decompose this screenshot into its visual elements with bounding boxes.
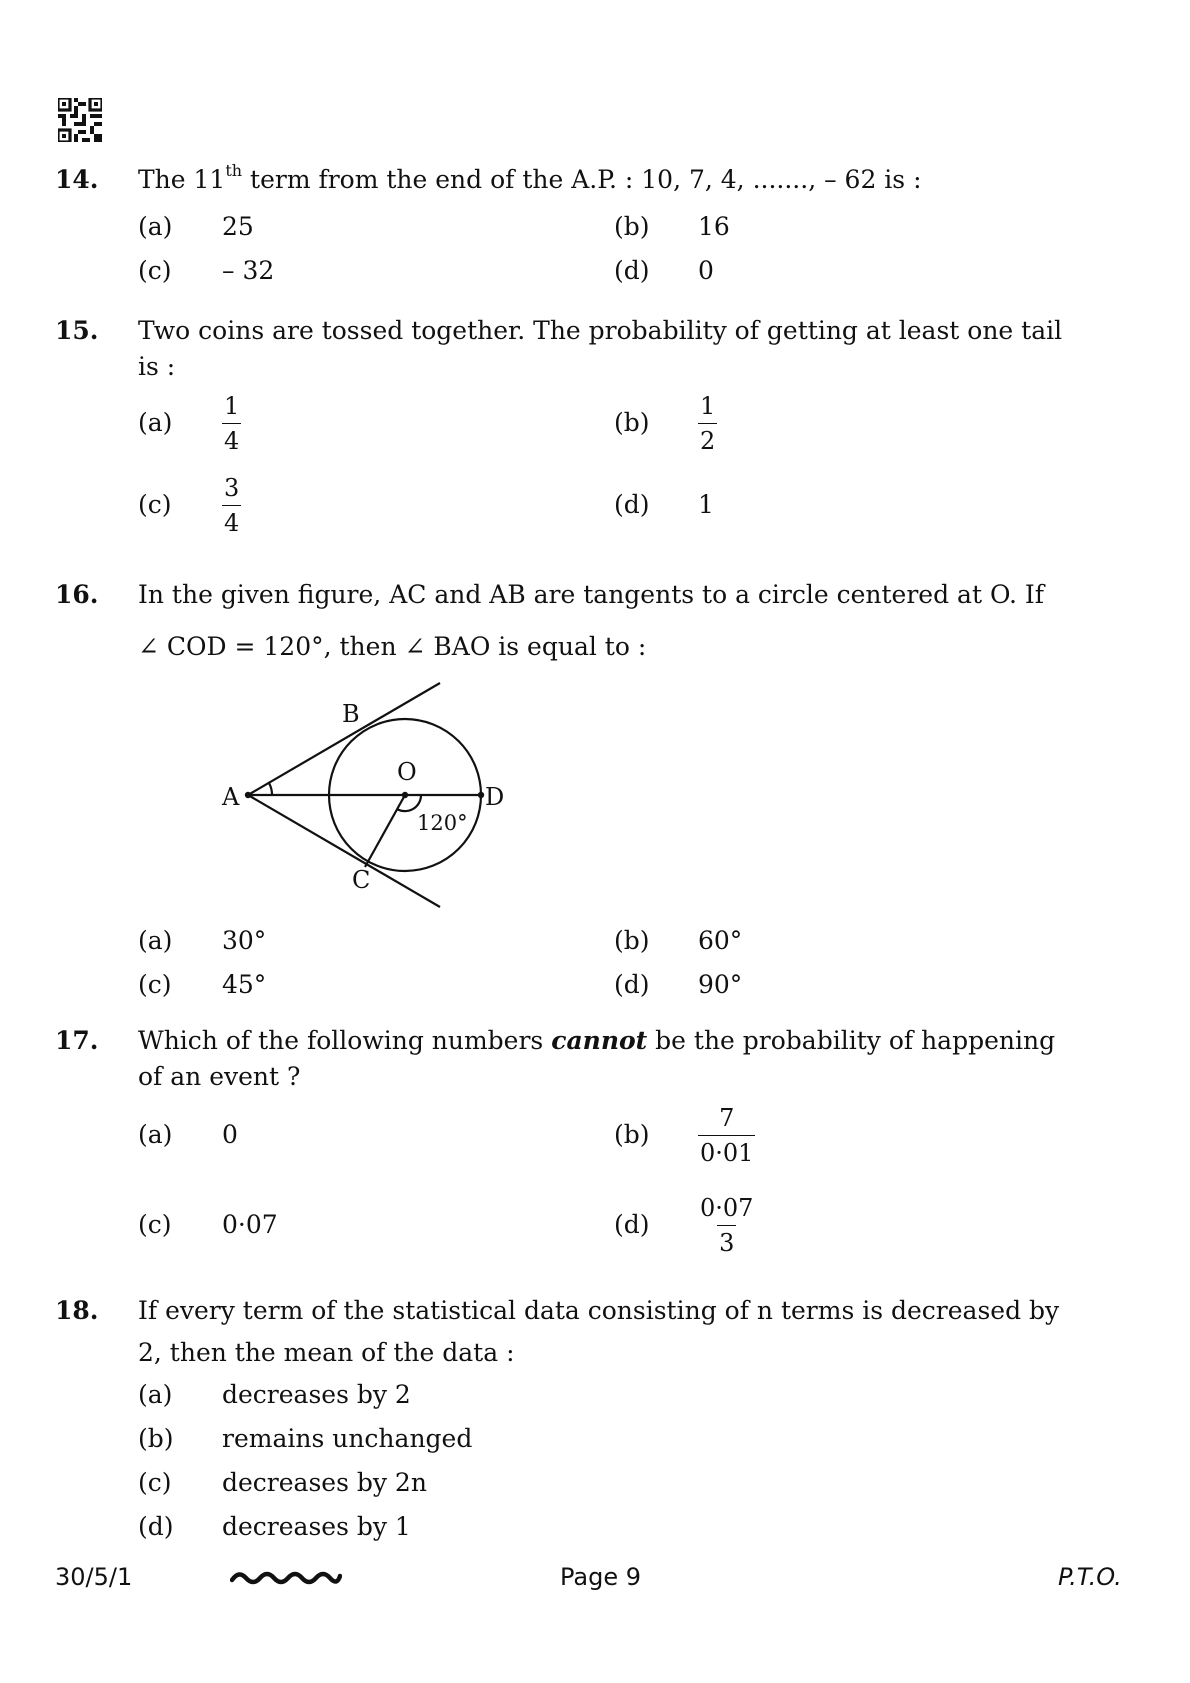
wave-ornament-icon xyxy=(230,1566,342,1590)
point-label-d: D xyxy=(485,783,505,811)
option-value: 25 xyxy=(222,212,254,241)
option-label: (c) xyxy=(138,1210,172,1239)
option-value: – 32 xyxy=(222,256,275,285)
option-label: (a) xyxy=(138,926,173,955)
question-text xyxy=(138,1026,1055,1056)
emphasis-cannot: cannot xyxy=(551,1026,648,1055)
option-value: 60° xyxy=(698,926,743,955)
question-text: In the given figure, AC and AB are tangents to a circle centered at O. If xyxy=(138,580,1044,609)
angle-label: 120° xyxy=(417,811,468,835)
option-value: 16 xyxy=(698,212,730,241)
question-number: 15. xyxy=(55,316,99,345)
denominator: 0·01 xyxy=(698,1135,755,1167)
option-value: 90° xyxy=(698,970,743,999)
point-label-o: O xyxy=(397,758,417,786)
denominator: 4 xyxy=(222,505,241,537)
question-number: 18. xyxy=(55,1296,99,1325)
option-value: 0·07 xyxy=(222,1210,278,1239)
question-text: If every term of the statistical data consisting of n terms is decreased by xyxy=(138,1296,1060,1325)
paper-code: 30/5/1 xyxy=(55,1563,133,1591)
option-value: remains unchanged xyxy=(222,1424,473,1453)
superscript: th xyxy=(225,161,243,180)
option-label: (b) xyxy=(614,1120,650,1149)
option-value: 0 xyxy=(222,1120,238,1149)
denominator: 3 xyxy=(717,1225,736,1257)
option-label: (d) xyxy=(614,490,650,519)
question-number: 17. xyxy=(55,1026,99,1055)
question-text: of an event ? xyxy=(138,1062,301,1091)
option-label: (c) xyxy=(138,256,172,285)
point-label-a: A xyxy=(222,783,240,811)
numerator: 3 xyxy=(224,474,240,502)
option-label: (b) xyxy=(614,926,650,955)
numerator: 7 xyxy=(719,1104,735,1132)
numerator: 1 xyxy=(224,392,240,420)
option-label: (d) xyxy=(614,970,650,999)
option-label: (d) xyxy=(614,1210,650,1239)
option-label: (d) xyxy=(138,1512,174,1541)
denominator: 4 xyxy=(222,423,241,455)
page-number: Page 9 xyxy=(560,1563,641,1591)
option-value: 1 xyxy=(698,490,714,519)
fraction xyxy=(698,1194,755,1257)
option-label: (c) xyxy=(138,970,172,999)
question-text-part: term from the end of the A.P. : 10, 7, 4, ......., – 62 is : xyxy=(242,165,922,194)
fraction xyxy=(698,1104,755,1167)
question-text-part: Which of the following numbers xyxy=(138,1026,552,1055)
question-text: ∠ COD = 120°, then ∠ BAO is equal to : xyxy=(138,632,647,661)
question-text: 2, then the mean of the data : xyxy=(138,1338,515,1367)
option-label: (b) xyxy=(614,212,650,241)
option-value: decreases by 2n xyxy=(222,1468,427,1497)
question-text-part: The 11 xyxy=(138,165,226,194)
numerator: 0·07 xyxy=(700,1194,754,1222)
option-label: (a) xyxy=(138,1380,173,1409)
pto-label: P.T.O. xyxy=(1058,1563,1122,1591)
numerator: 1 xyxy=(700,392,716,420)
option-label: (a) xyxy=(138,1120,173,1149)
point-label-c: C xyxy=(352,866,371,894)
option-label: (b) xyxy=(138,1424,174,1453)
option-value: decreases by 1 xyxy=(222,1512,411,1541)
option-value: decreases by 2 xyxy=(222,1380,411,1409)
question-text: is : xyxy=(138,352,176,381)
option-label: (a) xyxy=(138,408,173,437)
question-text-part: be the probability of happening xyxy=(647,1026,1056,1055)
option-value: 45° xyxy=(222,970,267,999)
question-text: Two coins are tossed together. The probability of getting at least one tail xyxy=(138,316,1063,345)
option-label: (c) xyxy=(138,490,172,519)
option-value: 30° xyxy=(222,926,267,955)
option-value: 0 xyxy=(698,256,714,285)
option-label: (b) xyxy=(614,408,650,437)
option-label: (c) xyxy=(138,1468,172,1497)
denominator: 2 xyxy=(698,423,717,455)
point-label-b: B xyxy=(342,700,360,728)
question-number: 14. xyxy=(55,165,99,194)
option-label: (d) xyxy=(614,256,650,285)
option-label: (a) xyxy=(138,212,173,241)
question-number: 16. xyxy=(55,580,99,609)
